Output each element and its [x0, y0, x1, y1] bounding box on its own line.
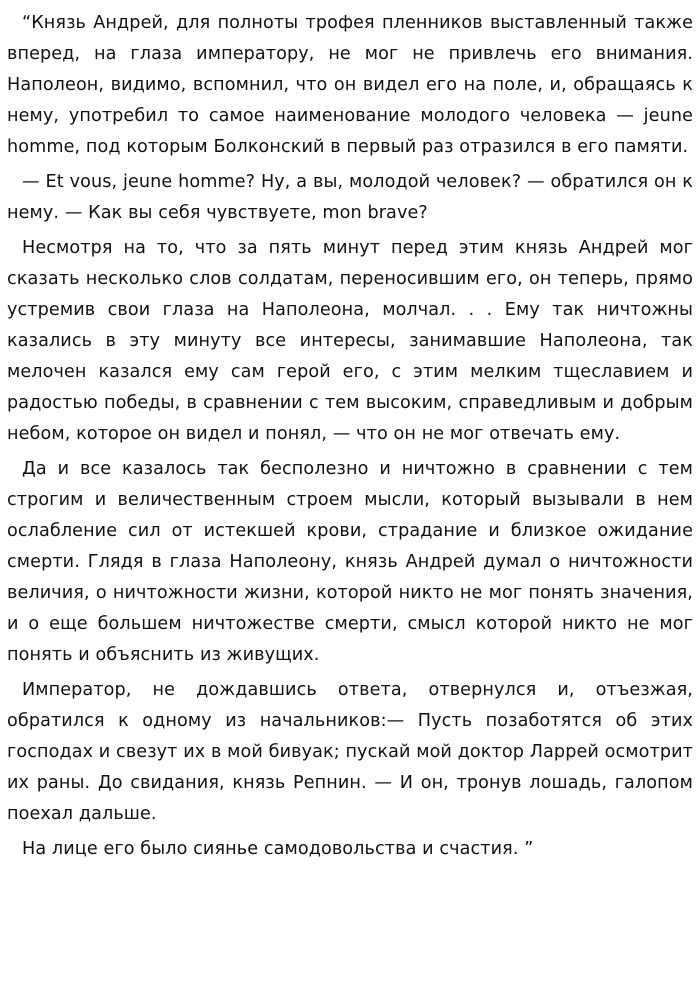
- paragraph-2: — Et vous, jeune homme? Ну, а вы, молодой человек? — обратился он к нему. — Как вы себя чувствуете, mon brave?: [7, 172, 693, 223]
- paragraph-3: Несмотря на то, что за пять минут перед этим князь Андрей мог сказать несколько слов солдатам, переносившим его, он теперь, прямо устремив свои глаза на Наполеона, молчал. . . Ему так ничтожны казались в эту минуту все интересы, занимавшие Наполеона, так мелочен казался ему сам герой его, с этим мелким тщеславием и радостью победы, в сравнении с тем высоким, справедливым и добрым небом, которое он видел и понял, — что он не мог отвечать ему.: [7, 238, 693, 444]
- paragraph-4: Да и все казалось так бесполезно и ничтожно в сравнении с тем строгим и величественным строем мысли, который вызывали в нем ослабление сил от истекшей крови, страдание и близкое ожидание смерти. Глядя в глаза Наполеону, князь Андрей думал о ничтожности величия, о ничтожности жизни, которой никто не мог понять значения, и о еще большем ничтожестве смерти, смысл которой никто не мог понять и объяснить из живущих.: [7, 459, 693, 665]
- paragraph-5: Император, не дождавшись ответа, отвернулся и, отъезжая, обратился к одному из начальников:— Пусть позаботятся об этих господах и свезут их в мой бивуак; пускай мой доктор Ларрей осмотрит их раны. До свидания, князь Репнин. — И он, тронув лошадь, галопом поехал дальше.: [7, 680, 693, 824]
- paragraph-1: “Князь Андрей, для полноты трофея пленников выставленный также вперед, на глаза императору, не мог не привлечь его внимания. Наполеон, видимо, вспомнил, что он видел его на поле, и, обращаясь к нему, употребил то самое наименование молодого человека — jeune homme, под которым Болконский в первый раз отразился в его памяти.: [7, 13, 693, 157]
- paragraph-6: На лице его было сиянье самодовольства и счастия. ”: [22, 839, 534, 859]
